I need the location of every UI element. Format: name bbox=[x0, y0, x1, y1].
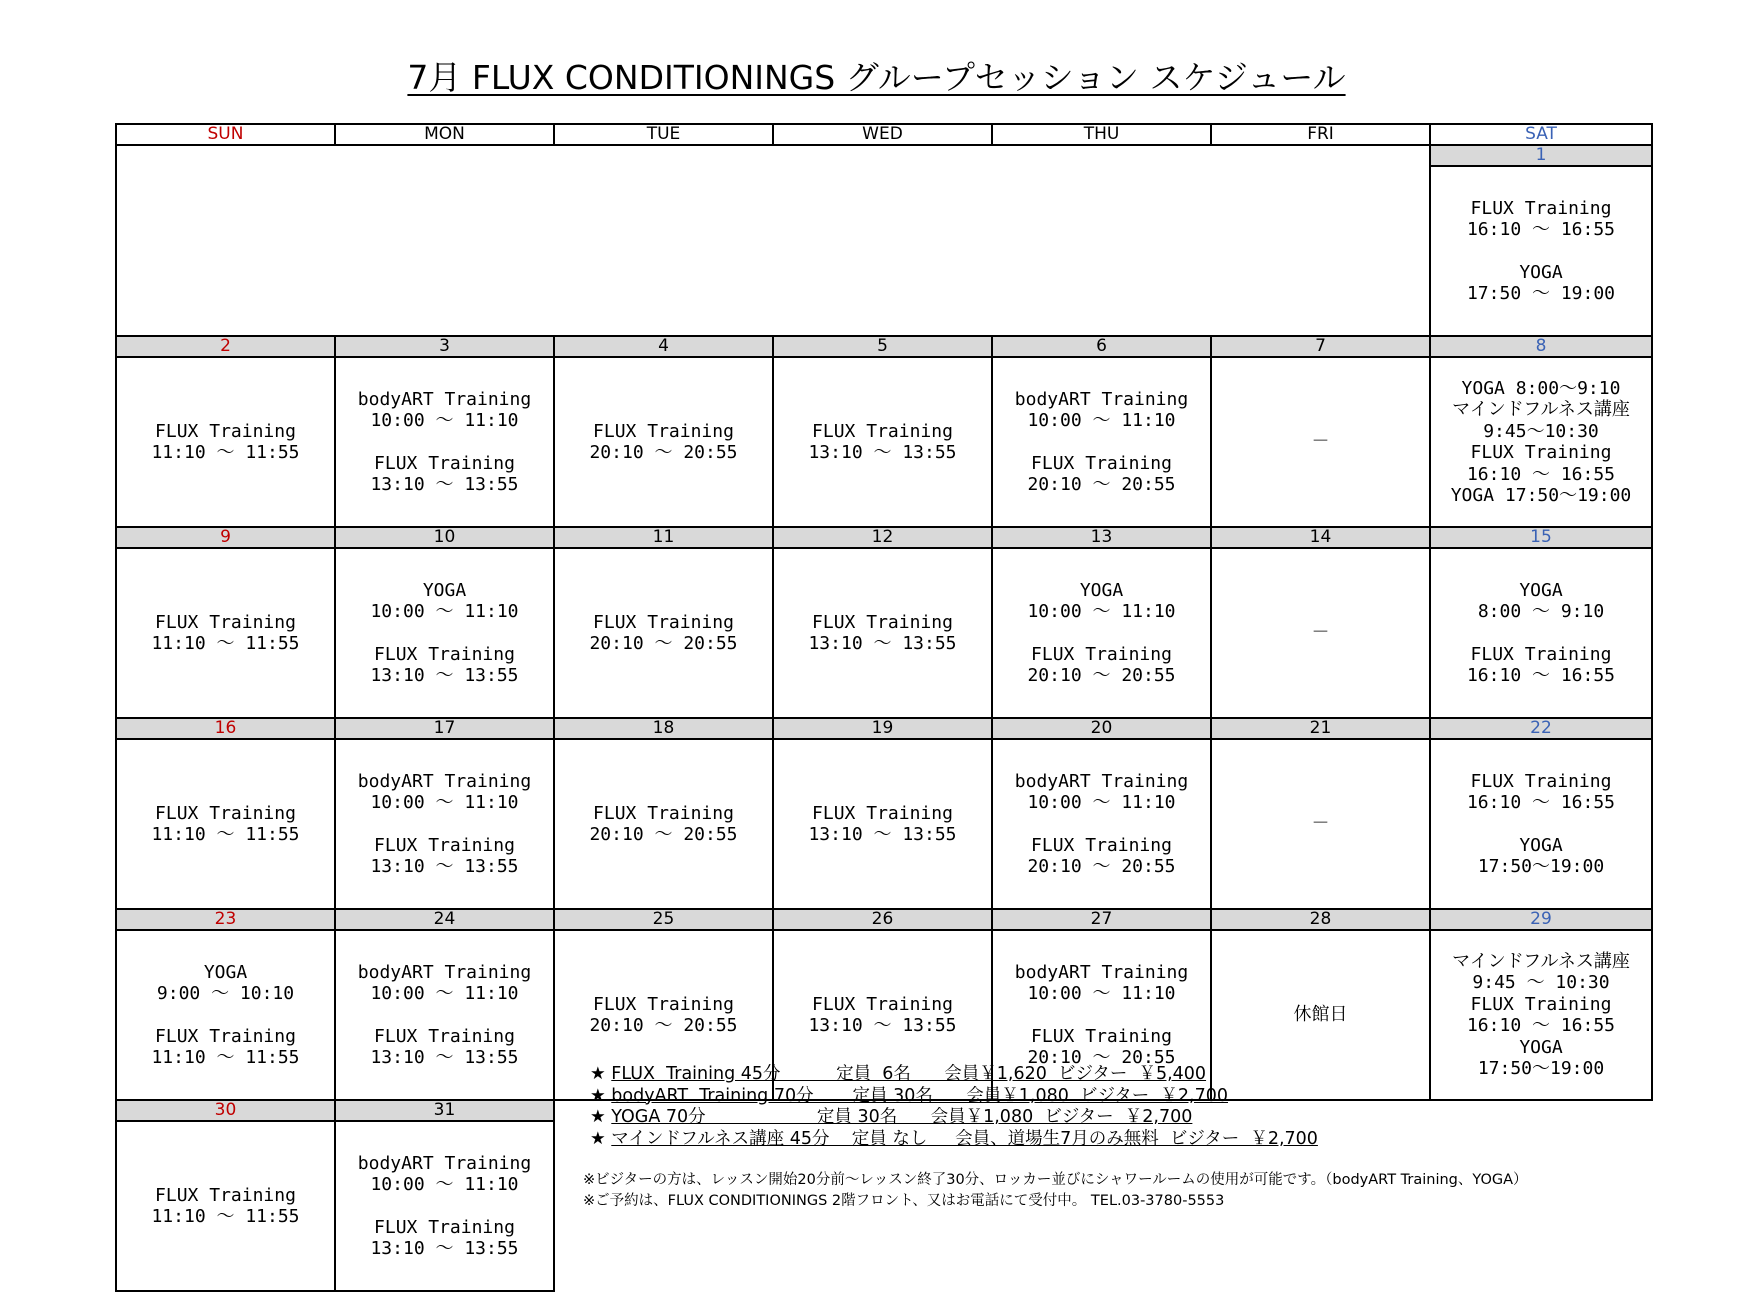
date-number: 21 bbox=[1211, 718, 1430, 739]
weekday-header-tue: TUE bbox=[554, 124, 773, 145]
session-line: マインドフルネス講座 bbox=[1452, 950, 1630, 972]
session-line: FLUX Training bbox=[593, 993, 734, 1015]
spacer bbox=[1431, 241, 1651, 262]
pricing-text: マインドフルネス講座 45分 定員 なし 会員、道場生7月のみ無料 ビジター ￥2,700 bbox=[611, 1128, 1318, 1149]
session-line: 20:10 ～ 20:55 bbox=[1027, 665, 1176, 686]
session-line: － bbox=[1311, 622, 1330, 644]
session-line: 休館日 bbox=[1293, 1004, 1348, 1026]
day-sessions bbox=[1211, 548, 1430, 718]
spacer bbox=[993, 623, 1210, 644]
session-line: FLUX Training bbox=[1031, 452, 1172, 474]
session-line: 11:10 ～ 11:55 bbox=[151, 442, 300, 463]
session-line: bodyART Training bbox=[357, 770, 532, 792]
session-line: 20:10 ～ 20:55 bbox=[589, 442, 738, 463]
day-sessions bbox=[554, 548, 773, 718]
weekday-header-sat: SAT bbox=[1430, 124, 1652, 145]
session-line: FLUX Training bbox=[1470, 770, 1612, 792]
session-line: bodyART Training bbox=[1014, 388, 1189, 410]
day-sessions bbox=[992, 548, 1211, 718]
session-line: FLUX Training bbox=[812, 420, 953, 442]
session-line: 13:10 ～ 13:55 bbox=[808, 633, 957, 654]
spacer bbox=[993, 1005, 1210, 1026]
day-sessions bbox=[116, 930, 335, 1100]
day-sessions bbox=[1430, 739, 1652, 909]
session-line: 10:00 ～ 11:10 bbox=[1027, 792, 1176, 813]
day-sessions bbox=[554, 739, 773, 909]
spacer bbox=[336, 1005, 553, 1026]
date-number: 4 bbox=[554, 336, 773, 357]
session-line: FLUX Training bbox=[155, 420, 296, 442]
session-line: FLUX Training bbox=[1470, 643, 1612, 665]
session-line: FLUX Training bbox=[1470, 993, 1612, 1015]
session-line: FLUX Training bbox=[374, 643, 515, 665]
session-line: 10:00 ～ 11:10 bbox=[370, 983, 519, 1004]
date-number: 28 bbox=[1211, 909, 1430, 930]
session-line: FLUX Training bbox=[374, 834, 515, 856]
session-line: bodyART Training bbox=[357, 961, 532, 983]
session-line: FLUX Training bbox=[1031, 1025, 1172, 1047]
session-line: FLUX Training bbox=[155, 1184, 296, 1206]
date-number: 7 bbox=[1211, 336, 1430, 357]
pricing-text: YOGA 70分 定員 30名 会員￥1,080 ビジター ￥2,700 bbox=[611, 1107, 1193, 1127]
weekday-header-mon: MON bbox=[335, 124, 554, 145]
session-line: 10:00 ～ 11:10 bbox=[1027, 983, 1176, 1004]
date-number: 24 bbox=[335, 909, 554, 930]
session-line: 10:00 ～ 11:10 bbox=[370, 1174, 519, 1195]
session-line: FLUX Training bbox=[593, 802, 734, 824]
date-number: 14 bbox=[1211, 527, 1430, 548]
day-sessions bbox=[773, 739, 992, 909]
session-line: 10:00 ～ 11:10 bbox=[1027, 410, 1176, 431]
session-line: 9:45 ～ 10:30 bbox=[1472, 972, 1610, 993]
day-sessions bbox=[773, 548, 992, 718]
session-line: 20:10 ～ 20:55 bbox=[589, 824, 738, 845]
session-line: FLUX Training bbox=[374, 1216, 515, 1238]
spacer bbox=[1431, 623, 1651, 644]
spacer bbox=[336, 432, 553, 453]
date-number: 27 bbox=[992, 909, 1211, 930]
date-number: 15 bbox=[1430, 527, 1652, 548]
footnote-reservation: ※ご予約は、FLUX CONDITIONINGS 2階フロント、又はお電話にて受付中。 TEL.03-3780-5553 bbox=[583, 1193, 1225, 1209]
session-line: YOGA 17:50～19:00 bbox=[1450, 485, 1632, 506]
pricing-line bbox=[590, 1086, 1670, 1108]
session-line: 16:10 ～ 16:55 bbox=[1466, 792, 1616, 813]
session-line: FLUX Training bbox=[1470, 197, 1612, 219]
session-line: 13:10 ～ 13:55 bbox=[808, 442, 957, 463]
star-icon: ★ bbox=[590, 1107, 606, 1127]
date-number: 17 bbox=[335, 718, 554, 739]
session-line: YOGA 8:00～9:10 bbox=[1461, 377, 1621, 399]
star-icon: ★ bbox=[590, 1064, 606, 1084]
star-icon: ★ bbox=[590, 1085, 606, 1106]
session-line: YOGA bbox=[1519, 834, 1563, 856]
session-line: bodyART Training bbox=[357, 388, 532, 410]
spacer bbox=[993, 432, 1210, 453]
session-line: bodyART Training bbox=[1014, 961, 1189, 983]
star-icon: ★ bbox=[590, 1128, 606, 1149]
session-line: bodyART Training bbox=[357, 1152, 532, 1174]
date-number: 23 bbox=[116, 909, 335, 930]
date-number: 10 bbox=[335, 527, 554, 548]
session-line: 13:10 ～ 13:55 bbox=[808, 1015, 957, 1036]
session-line: 13:10 ～ 13:55 bbox=[370, 474, 519, 495]
date-number: 5 bbox=[773, 336, 992, 357]
date-number: 16 bbox=[116, 718, 335, 739]
session-line: FLUX Training bbox=[812, 993, 953, 1015]
date-number: 1 bbox=[1430, 145, 1652, 166]
session-line: 17:50 ～ 19:00 bbox=[1466, 283, 1616, 304]
date-number: 26 bbox=[773, 909, 992, 930]
day-sessions bbox=[1430, 548, 1652, 718]
spacer bbox=[993, 814, 1210, 835]
pricing-line bbox=[590, 1129, 1670, 1151]
day-sessions bbox=[116, 548, 335, 718]
session-line: FLUX Training bbox=[593, 420, 734, 442]
session-line: FLUX Training bbox=[812, 802, 953, 824]
pricing-text: FLUX Training 45分 定員 6名 会員￥1,620 ビジター ￥5,400 bbox=[611, 1064, 1207, 1084]
day-sessions bbox=[335, 548, 554, 718]
session-line: 16:10 ～ 16:55 bbox=[1466, 1015, 1616, 1036]
date-number: 18 bbox=[554, 718, 773, 739]
session-line: 13:10 ～ 13:55 bbox=[808, 824, 957, 845]
pricing-notes bbox=[590, 1064, 1670, 1150]
footnotes bbox=[583, 1170, 1528, 1212]
session-line: YOGA bbox=[1519, 1036, 1563, 1058]
day-sessions bbox=[992, 357, 1211, 527]
date-number: 30 bbox=[116, 1100, 335, 1121]
pricing-text: bodyART Training 70分 定員 30名 会員￥1,080 ビジター ￥2,700 bbox=[611, 1085, 1229, 1106]
date-number: 29 bbox=[1430, 909, 1652, 930]
date-number: 9 bbox=[116, 527, 335, 548]
date-number: 8 bbox=[1430, 336, 1652, 357]
session-line: 10:00 ～ 11:10 bbox=[370, 410, 519, 431]
day-sessions bbox=[1430, 166, 1652, 336]
day-sessions bbox=[116, 739, 335, 909]
weekday-header-fri: FRI bbox=[1211, 124, 1430, 145]
session-line: 10:00 ～ 11:10 bbox=[370, 792, 519, 813]
session-line: YOGA bbox=[1519, 579, 1563, 601]
session-line: 13:10 ～ 13:55 bbox=[370, 1238, 519, 1259]
session-line: FLUX Training bbox=[155, 611, 296, 633]
session-line: 11:10 ～ 11:55 bbox=[151, 633, 300, 654]
session-line: 10:00 ～ 11:10 bbox=[370, 601, 519, 622]
spacer bbox=[1431, 814, 1651, 835]
session-line: 10:00 ～ 11:10 bbox=[1027, 601, 1176, 622]
session-line: 20:10 ～ 20:55 bbox=[1027, 474, 1176, 495]
date-number: 3 bbox=[335, 336, 554, 357]
weekday-header-wed: WED bbox=[773, 124, 992, 145]
session-line: 8:00 ～ 9:10 bbox=[1477, 601, 1605, 622]
date-number: 11 bbox=[554, 527, 773, 548]
session-line: FLUX Training bbox=[374, 1025, 515, 1047]
footnote-visitor: ※ビジターの方は、レッスン開始20分前～レッスン終了30分、ロッカー並びにシャワールームの使用が可能です。（bodyART Training、YOGA） bbox=[583, 1172, 1528, 1188]
empty-days bbox=[116, 145, 1430, 336]
pricing-line bbox=[590, 1107, 1670, 1129]
day-sessions bbox=[992, 739, 1211, 909]
day-sessions bbox=[1430, 357, 1652, 527]
session-line: 20:10 ～ 20:55 bbox=[589, 633, 738, 654]
session-line: 17:50～19:00 bbox=[1477, 1058, 1605, 1079]
session-line: YOGA bbox=[1079, 579, 1124, 601]
spacer bbox=[336, 1196, 553, 1217]
session-line: － bbox=[1311, 813, 1330, 835]
date-number: 22 bbox=[1430, 718, 1652, 739]
day-sessions bbox=[773, 357, 992, 527]
session-line: 20:10 ～ 20:55 bbox=[589, 1015, 738, 1036]
session-line: 13:10 ～ 13:55 bbox=[370, 665, 519, 686]
date-number: 31 bbox=[335, 1100, 554, 1121]
day-sessions bbox=[554, 357, 773, 527]
session-line: FLUX Training bbox=[812, 611, 953, 633]
day-sessions bbox=[1211, 357, 1430, 527]
session-line: 17:50～19:00 bbox=[1477, 856, 1605, 877]
date-number: 25 bbox=[554, 909, 773, 930]
session-line: マインドフルネス講座 bbox=[1452, 399, 1630, 420]
session-line: 11:10 ～ 11:55 bbox=[151, 824, 300, 845]
session-line: 13:10 ～ 13:55 bbox=[370, 856, 519, 877]
spacer bbox=[117, 1005, 334, 1026]
session-line: 11:10 ～ 11:55 bbox=[151, 1206, 300, 1227]
session-line: 11:10 ～ 11:55 bbox=[151, 1047, 300, 1068]
date-number: 20 bbox=[992, 718, 1211, 739]
spacer bbox=[336, 814, 553, 835]
day-sessions bbox=[116, 1121, 335, 1291]
session-line: － bbox=[1311, 431, 1330, 453]
weekday-header-thu: THU bbox=[992, 124, 1211, 145]
session-line: 20:10 ～ 20:55 bbox=[1027, 856, 1176, 877]
weekday-header-sun: SUN bbox=[116, 124, 335, 145]
date-number: 19 bbox=[773, 718, 992, 739]
session-line: FLUX Training bbox=[593, 611, 734, 633]
date-number: 2 bbox=[116, 336, 335, 357]
session-line: FLUX Training bbox=[1031, 834, 1172, 856]
day-sessions bbox=[335, 930, 554, 1100]
session-line: FLUX Training bbox=[155, 1025, 296, 1047]
day-sessions bbox=[116, 357, 335, 527]
session-line: FLUX Training bbox=[155, 802, 296, 824]
page-title: 7月 FLUX CONDITIONINGS グループセッション スケジュール bbox=[407, 58, 1346, 97]
day-sessions bbox=[335, 1121, 554, 1291]
session-line: 13:10 ～ 13:55 bbox=[370, 1047, 519, 1068]
session-line: FLUX Training bbox=[1470, 442, 1612, 463]
date-number: 13 bbox=[992, 527, 1211, 548]
session-line: YOGA bbox=[203, 961, 248, 983]
day-sessions bbox=[335, 739, 554, 909]
session-line: FLUX Training bbox=[1031, 643, 1172, 665]
session-line: 20:10 ～ 20:55 bbox=[1027, 1047, 1176, 1068]
spacer bbox=[336, 623, 553, 644]
session-line: YOGA bbox=[1519, 261, 1563, 283]
pricing-line bbox=[590, 1064, 1670, 1086]
day-sessions bbox=[1211, 739, 1430, 909]
date-number: 12 bbox=[773, 527, 992, 548]
session-line: 16:10 ～ 16:55 bbox=[1466, 463, 1616, 485]
session-line: 16:10 ～ 16:55 bbox=[1466, 219, 1616, 240]
day-sessions bbox=[335, 357, 554, 527]
session-line: FLUX Training bbox=[374, 452, 515, 474]
session-line: YOGA bbox=[422, 579, 467, 601]
session-line: bodyART Training bbox=[1014, 770, 1189, 792]
session-line: 9:45～10:30 bbox=[1483, 420, 1599, 442]
session-line: 16:10 ～ 16:55 bbox=[1466, 665, 1616, 686]
session-line: 9:00 ～ 10:10 bbox=[156, 983, 295, 1004]
date-number: 6 bbox=[992, 336, 1211, 357]
